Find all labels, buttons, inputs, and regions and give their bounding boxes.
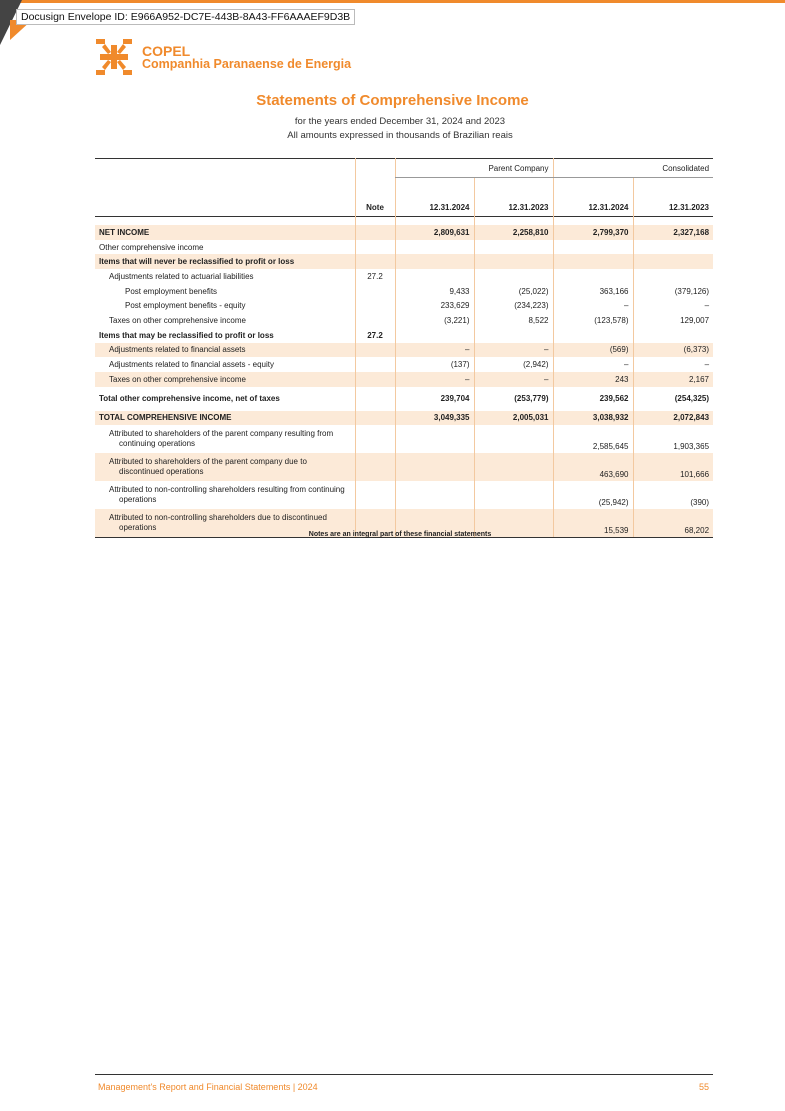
cell-p2024: – bbox=[395, 343, 474, 358]
table-row bbox=[95, 387, 713, 411]
envelope-id: Docusign Envelope ID: E966A952-DC7E-443B-8A43-FF6AAAEF9D3B bbox=[16, 9, 355, 25]
cell-p2024 bbox=[395, 453, 474, 481]
table-row bbox=[95, 411, 713, 426]
consolidated-header: Consolidated bbox=[553, 159, 713, 178]
table-row bbox=[95, 372, 713, 387]
row-label: Attributed to shareholders of the parent company due to discontinued operations bbox=[95, 453, 355, 481]
row-note bbox=[355, 481, 395, 509]
cell-c2023: 2,327,168 bbox=[633, 225, 713, 240]
row-label: Attributed to shareholders of the parent company resulting from continuing operations bbox=[109, 429, 334, 449]
table-row bbox=[95, 343, 713, 358]
cell-p2024 bbox=[395, 481, 474, 509]
row-label: Attributed to non-controlling shareholders due to discontinued operations bbox=[95, 509, 355, 538]
row-label: NET INCOME bbox=[95, 225, 355, 240]
cell-p2024: 233,629 bbox=[395, 298, 474, 313]
cell-p2024 bbox=[395, 240, 474, 255]
copel-logo-icon bbox=[96, 39, 132, 75]
row-label: Adjustments related to financial assets - equity bbox=[109, 360, 274, 370]
cell-p2023: – bbox=[474, 343, 553, 358]
top-accent-bar bbox=[0, 0, 785, 3]
parent-2024-header: 12.31.2024 bbox=[395, 178, 474, 217]
cell-c2023: 2,167 bbox=[633, 372, 713, 387]
cell-p2024 bbox=[395, 254, 474, 269]
cell-c2024: 2,799,370 bbox=[553, 225, 633, 240]
consolidated-2024-header: 12.31.2024 bbox=[553, 178, 633, 217]
cell-p2024: 239,704 bbox=[395, 387, 474, 411]
cell-p2024: (137) bbox=[395, 357, 474, 372]
cell-c2024: 463,690 bbox=[553, 453, 633, 481]
row-label: Adjustments related to actuarial liabilities bbox=[109, 271, 254, 281]
parent-2023-header: 12.31.2023 bbox=[474, 178, 553, 217]
cell-c2024: 363,166 bbox=[553, 284, 633, 299]
cell-c2023 bbox=[633, 254, 713, 269]
cell-c2024: – bbox=[553, 298, 633, 313]
cell-c2023: 1,903,365 bbox=[633, 425, 713, 453]
cell-c2023: (254,325) bbox=[633, 387, 713, 411]
cell-p2024: 9,433 bbox=[395, 284, 474, 299]
cell-c2023: – bbox=[633, 357, 713, 372]
row-label: Total other comprehensive income, net of taxes bbox=[99, 394, 280, 404]
row-note bbox=[355, 254, 395, 269]
cell-c2024: (569) bbox=[553, 343, 633, 358]
row-note bbox=[355, 225, 395, 240]
cell-p2024 bbox=[395, 269, 474, 284]
parent-company-header: Parent Company bbox=[395, 159, 553, 178]
cell-c2023: 68,202 bbox=[633, 509, 713, 538]
table-row bbox=[95, 269, 713, 284]
row-note bbox=[355, 240, 395, 255]
cell-p2024: 3,049,335 bbox=[395, 411, 474, 426]
row-label: Post employment benefits bbox=[125, 286, 218, 296]
brand-full-name: Companhia Paranaense de Energia bbox=[142, 57, 352, 71]
table-row bbox=[95, 284, 713, 299]
note-header: Note bbox=[355, 178, 395, 217]
cell-c2024 bbox=[553, 240, 633, 255]
row-label: Items that may be reclassified to profit or loss bbox=[99, 330, 274, 340]
page-title: Statements of Comprehensive Income bbox=[256, 92, 529, 109]
cell-p2023: 2,005,031 bbox=[474, 411, 553, 426]
row-note bbox=[355, 425, 395, 453]
cell-p2023 bbox=[474, 481, 553, 509]
cell-p2024 bbox=[395, 328, 474, 343]
cell-c2024: 2,585,645 bbox=[553, 425, 633, 453]
row-label: Taxes on other comprehensive income bbox=[95, 372, 355, 387]
cell-c2023: (6,373) bbox=[633, 343, 713, 358]
cell-p2023 bbox=[474, 453, 553, 481]
row-label: Other comprehensive income bbox=[99, 242, 204, 252]
cell-c2023 bbox=[633, 328, 713, 343]
column-group-header bbox=[95, 159, 713, 178]
row-label: TOTAL COMPREHENSIVE INCOME bbox=[95, 411, 355, 426]
row-note: 27.2 bbox=[355, 328, 395, 343]
cell-p2024: 2,809,631 bbox=[395, 225, 474, 240]
cell-c2024: – bbox=[553, 357, 633, 372]
cell-p2023: (253,779) bbox=[474, 387, 553, 411]
table-row bbox=[95, 225, 713, 240]
row-label: Post employment benefits - equity bbox=[125, 301, 246, 311]
cell-c2024 bbox=[553, 328, 633, 343]
brand-name: COPEL bbox=[142, 43, 191, 59]
cell-c2023: 101,666 bbox=[633, 453, 713, 481]
cell-p2023 bbox=[474, 425, 553, 453]
cell-c2024: (123,578) bbox=[553, 313, 633, 328]
table-row bbox=[95, 254, 713, 269]
cell-c2023: – bbox=[633, 298, 713, 313]
row-note bbox=[355, 343, 395, 358]
row-note bbox=[355, 453, 395, 481]
cell-p2023: (2,942) bbox=[474, 357, 553, 372]
row-label: Adjustments related to financial assets bbox=[95, 343, 355, 358]
period-subtitle: for the years ended December 31, 2024 and 2023 bbox=[294, 116, 506, 127]
table-row bbox=[95, 313, 713, 328]
row-label: Attributed to non-controlling shareholders resulting from continuing operations bbox=[109, 485, 345, 505]
cell-p2023: 8,522 bbox=[474, 313, 553, 328]
consolidated-2023-header: 12.31.2023 bbox=[633, 178, 713, 217]
cell-c2023: 129,007 bbox=[633, 313, 713, 328]
table-row bbox=[95, 328, 713, 343]
cell-p2023: (234,223) bbox=[474, 298, 553, 313]
table-row bbox=[95, 425, 713, 453]
row-note bbox=[355, 284, 395, 299]
cell-p2023: (25,022) bbox=[474, 284, 553, 299]
row-note bbox=[355, 411, 395, 426]
row-note: 27.2 bbox=[355, 269, 395, 284]
cell-c2024: (25,942) bbox=[553, 481, 633, 509]
table-row bbox=[95, 240, 713, 255]
cell-c2024: 239,562 bbox=[553, 387, 633, 411]
row-note bbox=[355, 313, 395, 328]
row-note bbox=[355, 387, 395, 411]
row-note bbox=[355, 357, 395, 372]
cell-c2023 bbox=[633, 240, 713, 255]
cell-p2024: (3,221) bbox=[395, 313, 474, 328]
row-label: Items that will never be reclassified to profit or loss bbox=[95, 254, 355, 269]
row-note bbox=[355, 372, 395, 387]
cell-c2023: (390) bbox=[633, 481, 713, 509]
footer-report-title: Management's Report and Financial Statements | 2024 bbox=[98, 1082, 318, 1092]
cell-c2024: 3,038,932 bbox=[553, 411, 633, 426]
cell-c2023: (379,126) bbox=[633, 284, 713, 299]
page-number: 55 bbox=[698, 1082, 709, 1092]
cell-c2024: 15,539 bbox=[553, 509, 633, 538]
row-label: Taxes on other comprehensive income bbox=[109, 315, 246, 325]
cell-p2024 bbox=[395, 425, 474, 453]
cell-c2024 bbox=[553, 269, 633, 284]
column-header-row bbox=[95, 178, 713, 217]
table-row bbox=[95, 357, 713, 372]
cell-c2023: 2,072,843 bbox=[633, 411, 713, 426]
table-row bbox=[95, 453, 713, 481]
currency-subtitle: All amounts expressed in thousands of Brazilian reais bbox=[287, 130, 513, 141]
table-row bbox=[95, 481, 713, 509]
comprehensive-income-table bbox=[95, 158, 713, 538]
cell-p2023 bbox=[474, 240, 553, 255]
cell-c2023 bbox=[633, 269, 713, 284]
footnote: Notes are an integral part of these financial statements bbox=[308, 531, 492, 538]
cell-p2023: 2,258,810 bbox=[474, 225, 553, 240]
table-row bbox=[95, 298, 713, 313]
cell-c2024 bbox=[553, 254, 633, 269]
cell-p2023 bbox=[474, 328, 553, 343]
cell-p2023 bbox=[474, 269, 553, 284]
cell-p2024: – bbox=[395, 372, 474, 387]
cell-p2023 bbox=[474, 254, 553, 269]
cell-p2023: – bbox=[474, 372, 553, 387]
footer-divider bbox=[95, 1074, 713, 1075]
row-note bbox=[355, 298, 395, 313]
cell-c2024: 243 bbox=[553, 372, 633, 387]
